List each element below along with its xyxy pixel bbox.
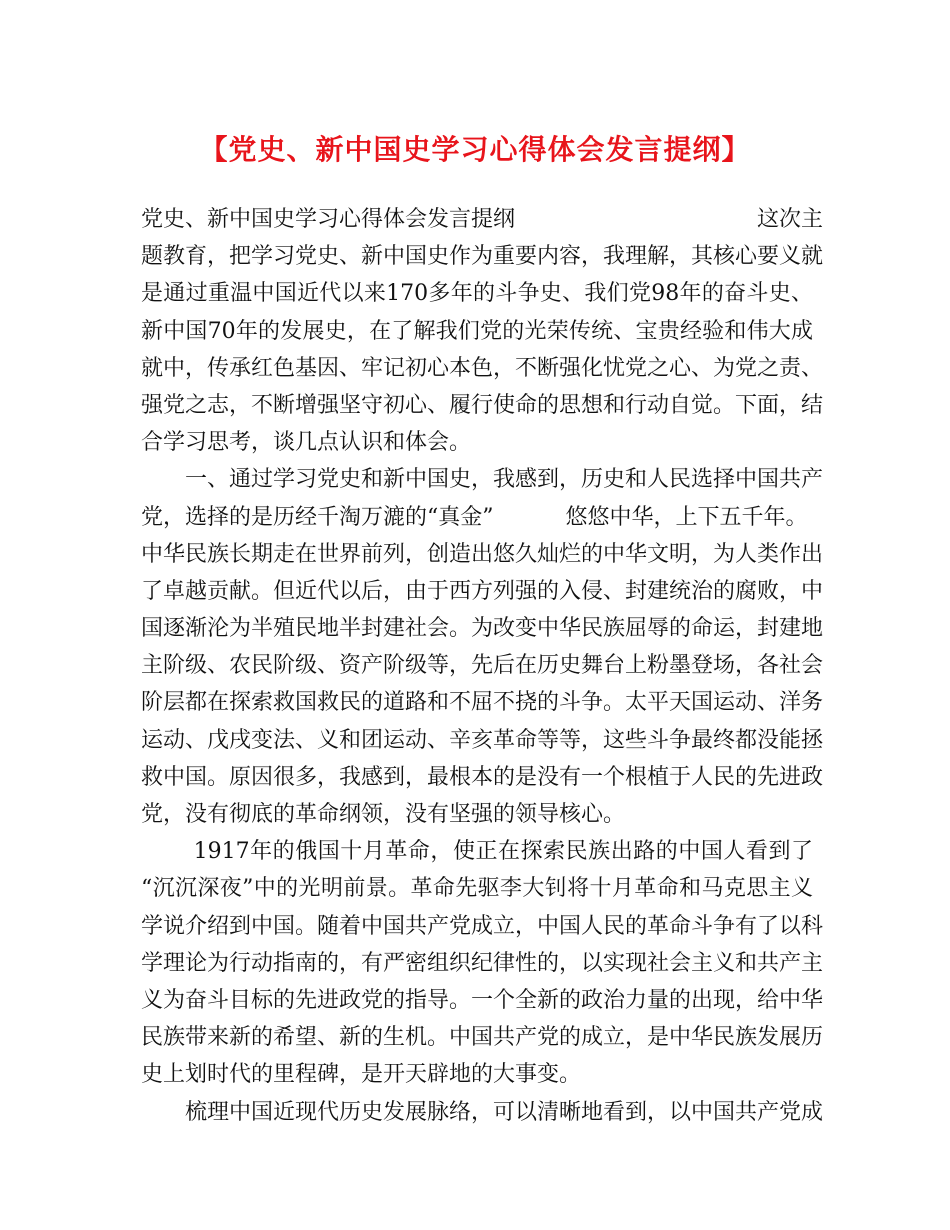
paragraph-line: 新中国70年的发展史，在了解我们党的光荣传统、宝贵经验和伟大成: [141, 318, 813, 344]
paragraph-line: [141, 499, 813, 536]
intro-tail-text: 这次主: [757, 207, 824, 232]
paragraph-line: 民族带来新的希望、新的生机。中国共产党的成立，是中华民族发展历: [141, 1025, 824, 1051]
paragraph-line: 中华民族长期走在世界前列，创造出悠久灿烂的中华文明，为人类作出: [141, 541, 824, 567]
paragraph-line: 梳理中国近现代历史发展脉络，可以清晰地看到，以中国共产党成: [141, 1099, 824, 1125]
paragraph-line: 阶层都在探索救国救民的道路和不屈不挠的斗争。太平天国运动、洋务: [141, 690, 824, 716]
mixed-line-tail: 悠悠中华，上下五千年。: [565, 504, 808, 530]
paragraph-line: 学说介绍到中国。随着中国共产党成立，中国人民的革命斗争有了以科: [141, 913, 824, 939]
paragraph-line: 救中国。原因很多，我感到，最根本的是没有一个根植于人民的先进政: [141, 764, 824, 790]
paragraph-line: 主阶级、农民阶级、资产阶级等，先后在历史舞台上粉墨登场，各社会: [141, 653, 824, 679]
intro-heading-text: 党史、新中国史学习心得体会发言提纲: [141, 207, 516, 232]
paragraph-line: 了卓越贡献。但近代以后，由于西方列强的入侵、封建统治的腐败，中: [141, 578, 824, 604]
paragraph-line: 1917年的俄国十月革命，使正在探索民族出路的中国人看到了: [141, 839, 813, 865]
paragraph-line: [141, 201, 824, 238]
paragraph-line: 国逐渐沦为半殖民地半封建社会。为改变中华民族屈辱的命运，封建地: [141, 616, 824, 642]
paragraph-line: 合学习思考，谈几点认识和体会。: [141, 430, 472, 456]
paragraph-line: 就中，传承红色基因、牢记初心本色，不断强化忧党之心、为党之责、: [141, 355, 824, 381]
paragraph-line: “沉沉深夜”中的光明前景。革命先驱李大钊将十月革命和马克思主义: [141, 876, 813, 902]
paragraph-line: 题教育，把学习党史、新中国史作为重要内容，我理解，其核心要义就: [141, 244, 824, 270]
mixed-line-head: 党，选择的是历经千淘万漉的“真金”: [141, 504, 494, 530]
document-title: 【党史、新中国史学习心得体会发言提纲】: [199, 133, 751, 166]
paragraph-line: 运动、戊戌变法、义和团运动、辛亥革命等等，这些斗争最终都没能拯: [141, 727, 824, 753]
document-body: [141, 201, 824, 1131]
paragraph-line: 强党之志，不断增强坚守初心、履行使命的思想和行动自觉。下面，结: [141, 392, 824, 418]
paragraph-line: 学理论为行动指南的，有严密组织纪律性的，以实现社会主义和共产主: [141, 950, 824, 976]
paragraph-line: 是通过重温中国近代以来170多年的斗争史、我们党98年的奋斗史、: [141, 281, 813, 307]
paragraph-line: 一、通过学习党史和新中国史，我感到，历史和人民选择中国共产: [141, 467, 824, 493]
paragraph-line: 义为奋斗目标的先进政党的指导。一个全新的政治力量的出现，给中华: [141, 987, 824, 1013]
paragraph-line: 史上划时代的里程碑，是开天辟地的大事变。: [141, 1062, 582, 1088]
paragraph-line: 党，没有彻底的革命纲领，没有坚强的领导核心。: [141, 802, 626, 827]
